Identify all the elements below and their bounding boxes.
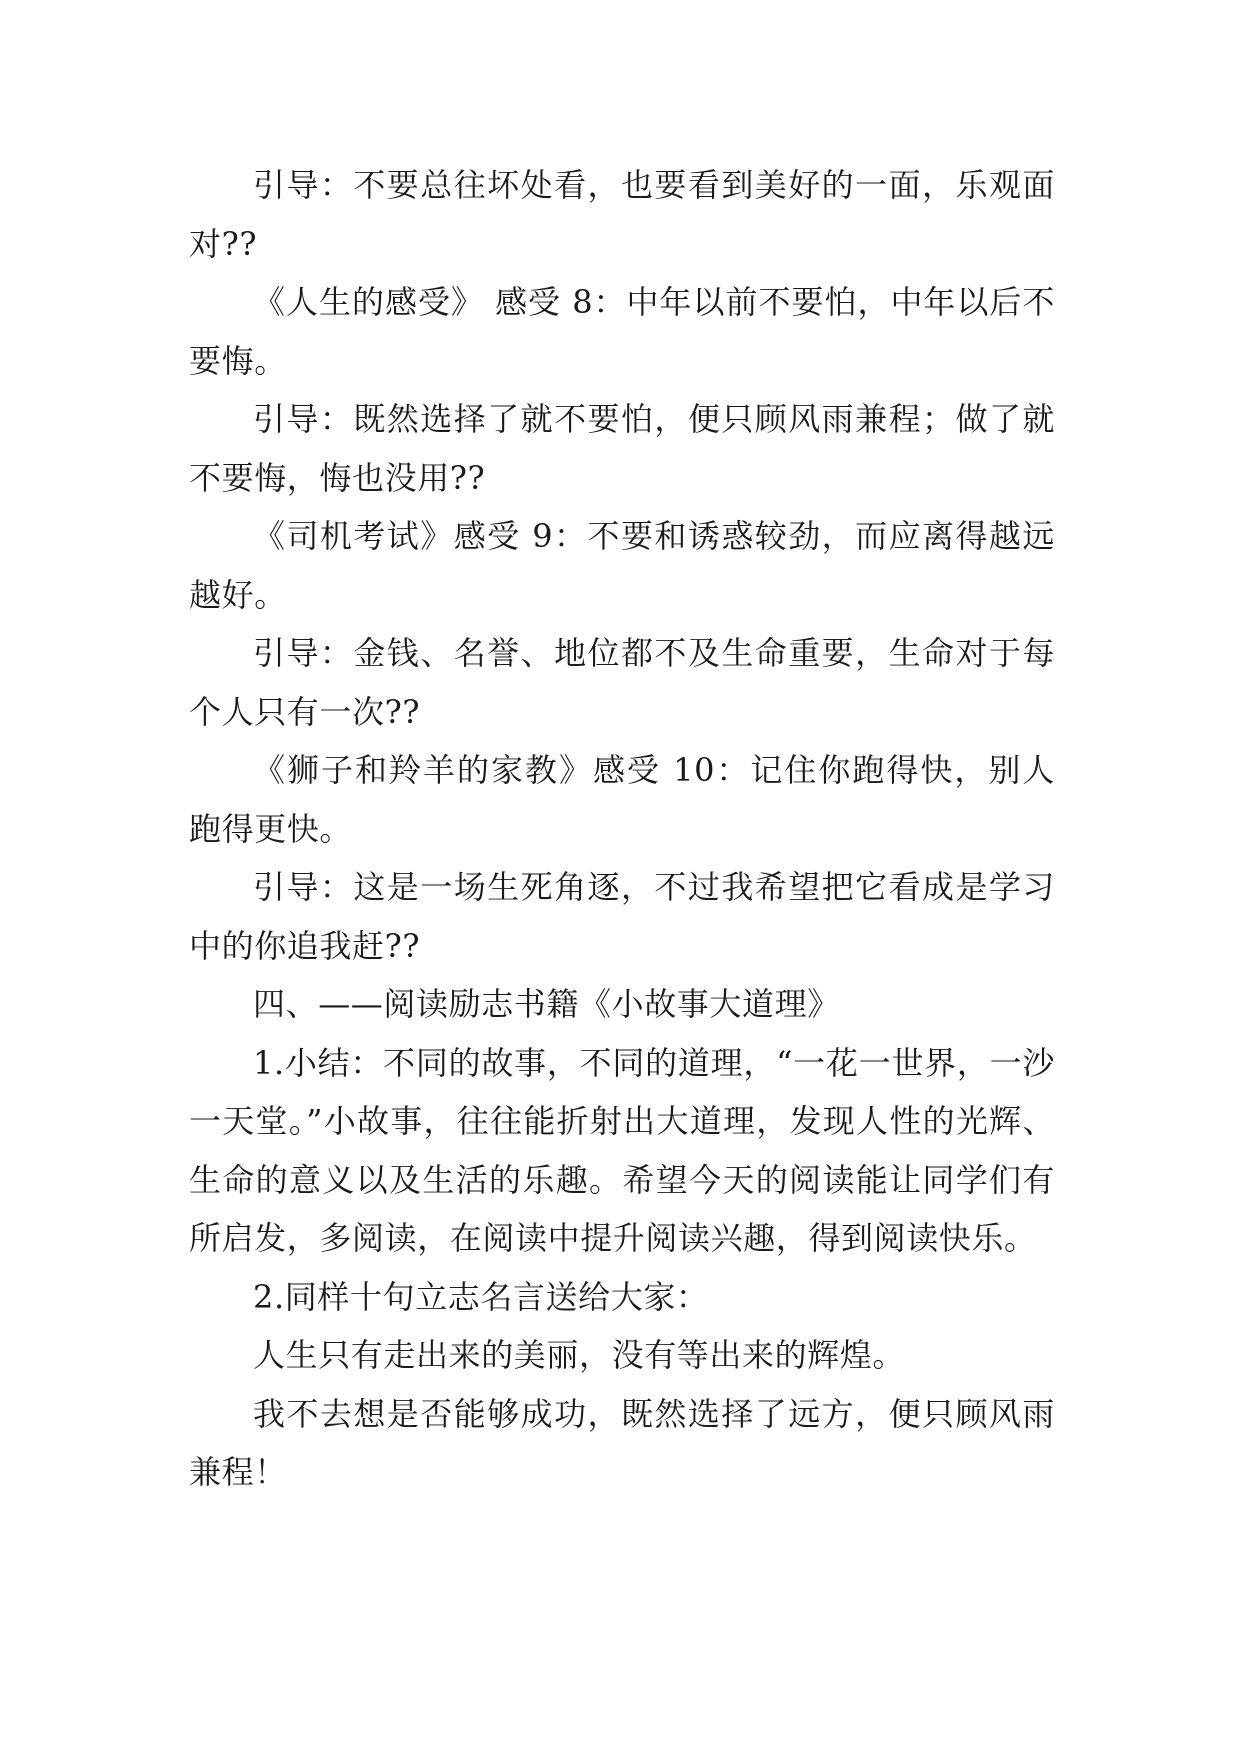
paragraph-feeling-8: 《人生的感受》 感受 8：中年以前不要怕，中年以后不要悔。	[189, 283, 1055, 380]
section-heading-4: 四、——阅读励志书籍《小故事大道理》	[253, 985, 840, 1023]
paragraph-guide-3: 引导：金钱、名誉、地位都不及生命重要，生命对于每个人只有一次??	[189, 634, 1055, 731]
paragraph-guide-1: 引导：不要总往坏处看，也要看到美好的一面，乐观面对??	[189, 166, 1055, 263]
paragraph-guide-4: 引导：这是一场生死角逐，不过我希望把它看成是学习中的你追我赶??	[189, 868, 1055, 965]
paragraph-guide-2: 引导：既然选择了就不要怕，便只顾风雨兼程；做了就不要悔，悔也没用??	[189, 400, 1055, 497]
document-body	[189, 156, 1055, 1502]
quote-2: 我不去想是否能够成功，既然选择了远方，便只顾风雨兼程！	[189, 1394, 1055, 1491]
paragraph-summary: 1.小结：不同的故事，不同的道理，“一花一世界，一沙一天堂。”小故事，往往能折射出大道理，发现人性的光辉、生命的意义以及生活的乐趣。希望今天的阅读能让同学们有所启发，多阅读，在阅读中提升阅读兴趣，得到阅读快乐。	[189, 1043, 1055, 1257]
quote-1: 人生只有走出来的美丽，没有等出来的辉煌。	[253, 1336, 906, 1374]
paragraph-feeling-9: 《司机考试》感受 9：不要和诱惑较劲，而应离得越远越好。	[189, 517, 1055, 614]
paragraph-quotes-intro: 2.同样十句立志名言送给大家：	[253, 1277, 709, 1316]
paragraph-feeling-10: 《狮子和羚羊的家教》感受 10：记住你跑得快，别人跑得更快。	[189, 751, 1055, 848]
